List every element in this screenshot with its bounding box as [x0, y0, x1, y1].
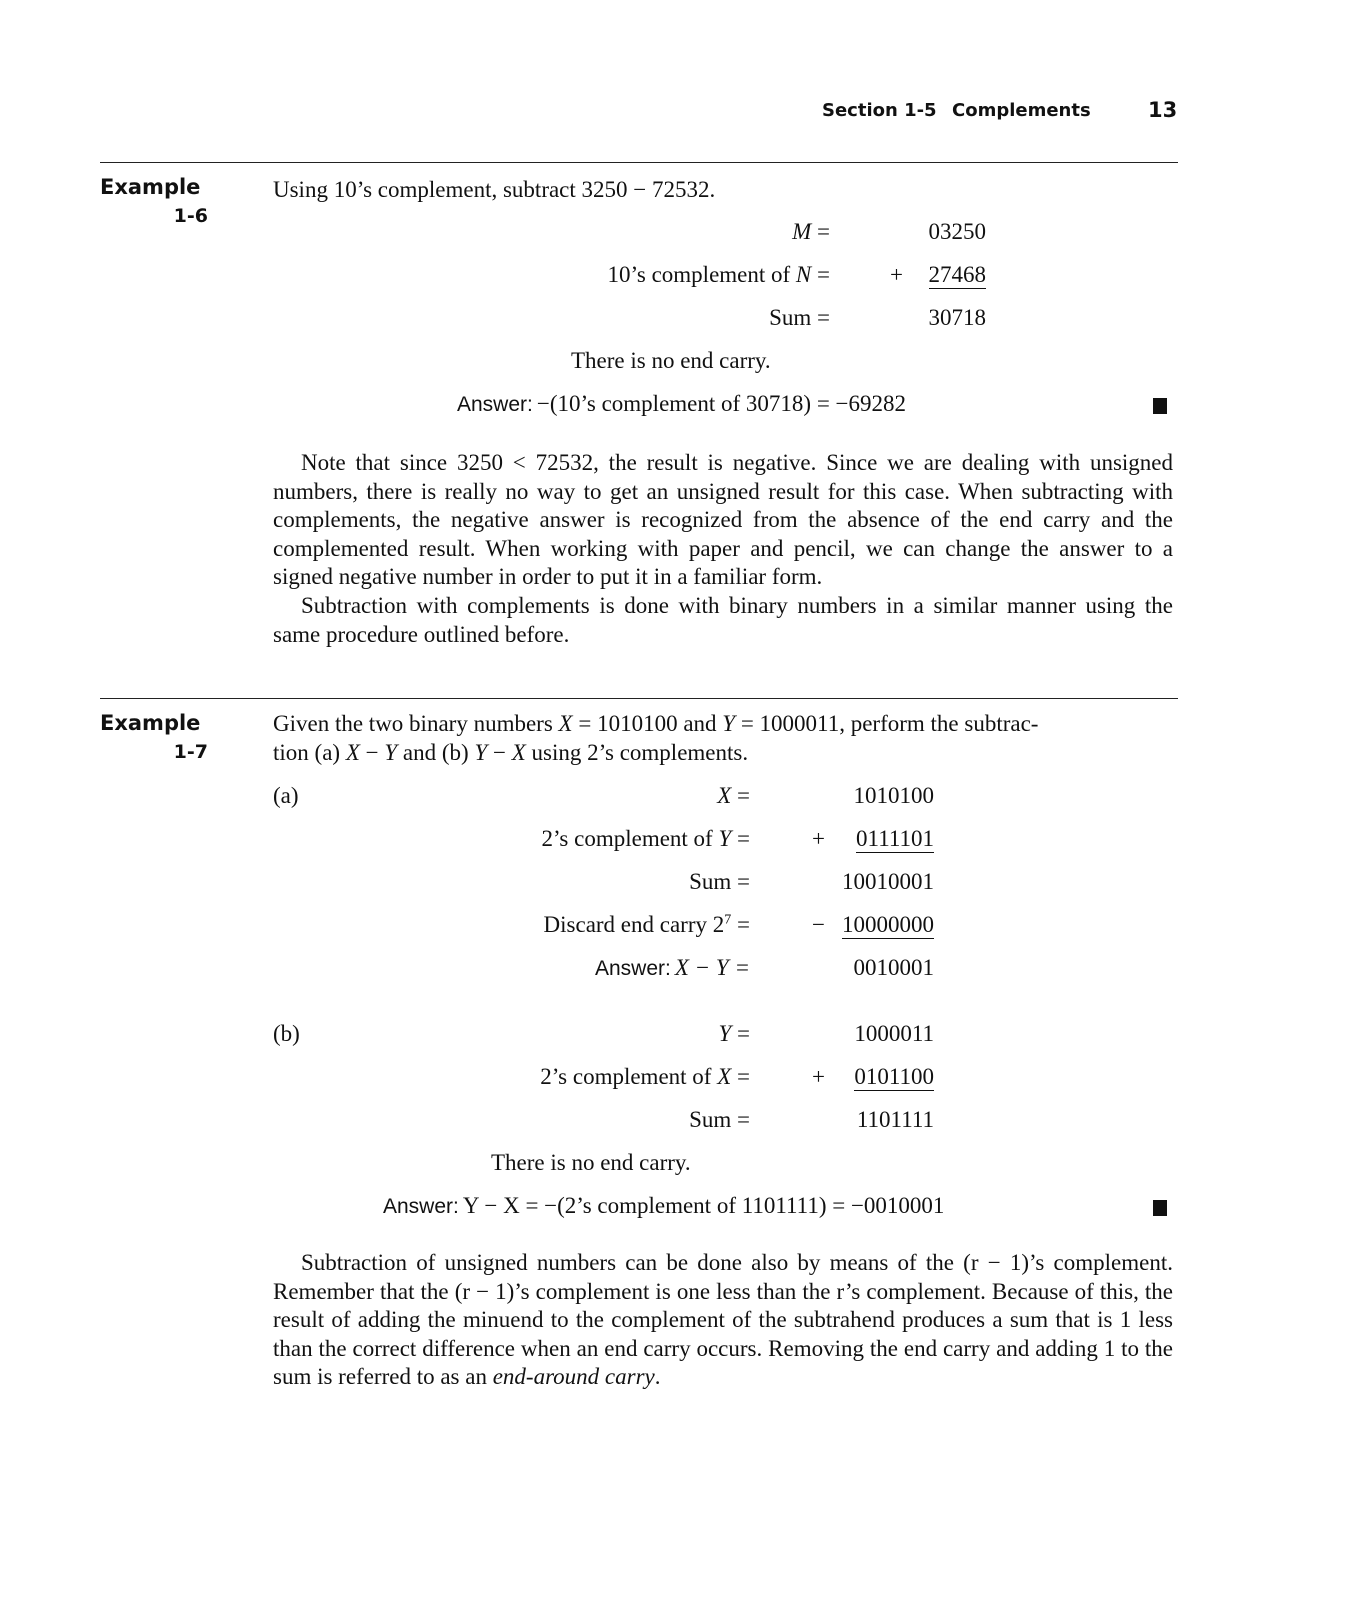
example-rule	[100, 698, 1178, 699]
calc-value: 1010100	[853, 783, 934, 808]
end-of-example-mark	[1153, 1200, 1167, 1216]
calc-value: 0101100	[854, 1064, 934, 1089]
calc-value: 10000000	[842, 912, 934, 937]
calc-value: 27468	[928, 262, 986, 287]
calc-label: X =	[717, 783, 750, 808]
calc-label: 2’s complement of Y =	[541, 826, 750, 851]
answer-text: Y − X = −(2’s complement of 1101111) = −0010001	[462, 1193, 945, 1218]
answer-line	[457, 391, 906, 417]
paragraph-text: Subtraction with complements is done with binary numbers in a similar manner using the same procedure outlined before.	[273, 592, 1173, 647]
example-statement: tion (a) X − Y and (b) Y − X using 2’s complements.	[273, 740, 749, 765]
paragraph-text: Subtraction of unsigned numbers can be done also by means of the (r − 1)’s complement. Remember that the (r − 1)’s complement is one less than the r’s complement. Because of this, the result of adding the minuend to the complement of the subtrahend produces a sum that is 1 less than the correct difference when an end carry occurs. Removing the end carry and adding 1 to the sum is referred to as an end-around carry.	[273, 1250, 1173, 1390]
example-number: 1-7	[173, 741, 208, 763]
calc-label: M =	[792, 219, 830, 244]
top-rule	[100, 162, 1178, 163]
calc-label: Sum =	[769, 305, 830, 330]
calc-value: 1101111	[856, 1107, 934, 1132]
plus-sign: +	[812, 826, 825, 851]
answer-text: −(10’s complement of 30718) = −69282	[536, 391, 907, 416]
answer-label: Answer: X − Y =	[595, 955, 750, 980]
calc-label: Y =	[718, 1021, 750, 1046]
minus-sign: −	[812, 912, 825, 937]
example-statement: Given the two binary numbers X = 1010100 and Y = 1000011, perform the subtrac-	[273, 711, 1039, 736]
answer-word: Answer:	[383, 1195, 459, 1218]
example-statement: Using 10’s complement, subtract 3250 − 72532.	[273, 177, 716, 202]
section-title: Complements	[952, 100, 1091, 121]
calc-label: Sum =	[689, 869, 750, 894]
part-b-tag: (b)	[273, 1021, 300, 1046]
calc-value: 03250	[928, 219, 986, 244]
part-a-tag: (a)	[273, 783, 299, 808]
plus-sign: +	[812, 1064, 825, 1089]
calc-label: Sum =	[689, 1107, 750, 1132]
example-label: Example	[100, 175, 201, 199]
no-carry-note: There is no end carry.	[491, 1150, 691, 1175]
calc-value: 1000011	[854, 1021, 934, 1046]
italic-term: end-around carry	[492, 1364, 655, 1390]
calc-value: 0111101	[856, 826, 934, 851]
calc-label: 10’s complement of N =	[607, 262, 830, 287]
answer-line	[383, 1193, 944, 1219]
section-number: Section 1-5	[822, 100, 937, 121]
end-of-example-mark	[1153, 398, 1167, 414]
answer-word: Answer:	[457, 393, 533, 416]
calc-value: 30718	[928, 305, 986, 330]
example-number: 1-6	[173, 205, 208, 227]
body-paragraph	[273, 449, 1173, 649]
plus-sign: +	[890, 262, 903, 287]
example-label: Example	[100, 711, 201, 735]
paragraph-text: Note that since 3250 < 72532, the result is negative. Since we are dealing with unsigned numbers, there is really no way to get an unsigned result for this case. When subtracting with complements, the negative answer is recognized from the absence of the end carry and the complemented result. When working with paper and pencil, we can change the answer to a signed negative number in order to put it in a familiar form.	[273, 450, 1173, 590]
calc-value: 0010001	[853, 955, 934, 980]
calc-value: 10010001	[842, 869, 934, 894]
body-paragraph	[273, 1249, 1173, 1392]
calc-label: 2’s complement of X =	[540, 1064, 750, 1089]
page-number: 13	[1148, 98, 1178, 122]
no-carry-note: There is no end carry.	[571, 348, 771, 373]
calc-label: Discard end carry $2^7$ =	[543, 912, 750, 937]
